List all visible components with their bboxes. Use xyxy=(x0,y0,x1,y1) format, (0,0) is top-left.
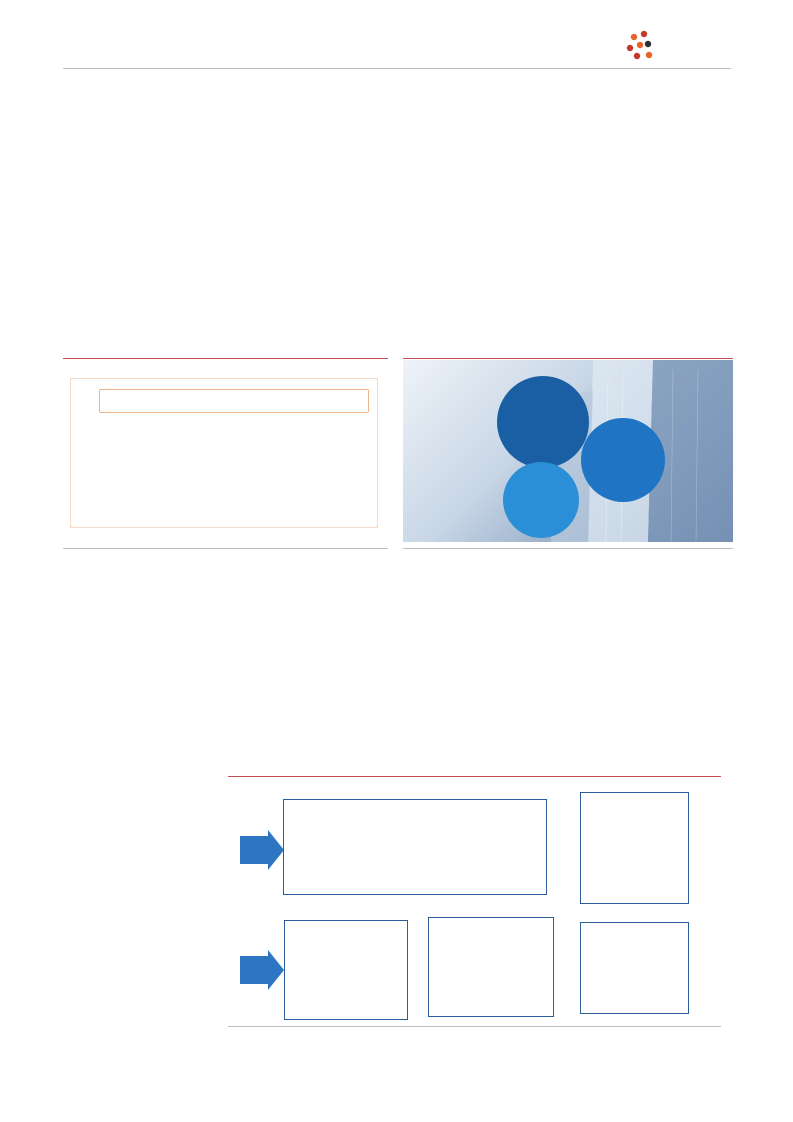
mijian-panel xyxy=(284,920,408,1020)
tf-securities-logo-icon xyxy=(624,28,744,68)
rongke-panel xyxy=(580,922,689,1014)
gov-circle xyxy=(497,376,589,468)
figure1-diagram xyxy=(70,378,378,528)
figure2-bottom-rule xyxy=(403,548,733,549)
jinchuang-panel xyxy=(580,792,689,904)
maijian-platform-panel xyxy=(283,799,547,895)
figure2-rule xyxy=(403,358,733,359)
figure1-rule xyxy=(63,358,388,359)
figure1-bottom-rule xyxy=(63,548,388,549)
company-label xyxy=(242,958,272,982)
industry-fund-label xyxy=(242,838,272,862)
figure3-rule xyxy=(228,776,721,777)
industry-circle xyxy=(503,462,579,538)
header-divider xyxy=(63,68,731,69)
figure2-image xyxy=(403,360,733,542)
shenzhou-panel xyxy=(428,917,554,1017)
livelihood-circle xyxy=(581,418,665,502)
portal-row xyxy=(99,389,369,413)
figure3-bottom-rule xyxy=(228,1026,721,1027)
